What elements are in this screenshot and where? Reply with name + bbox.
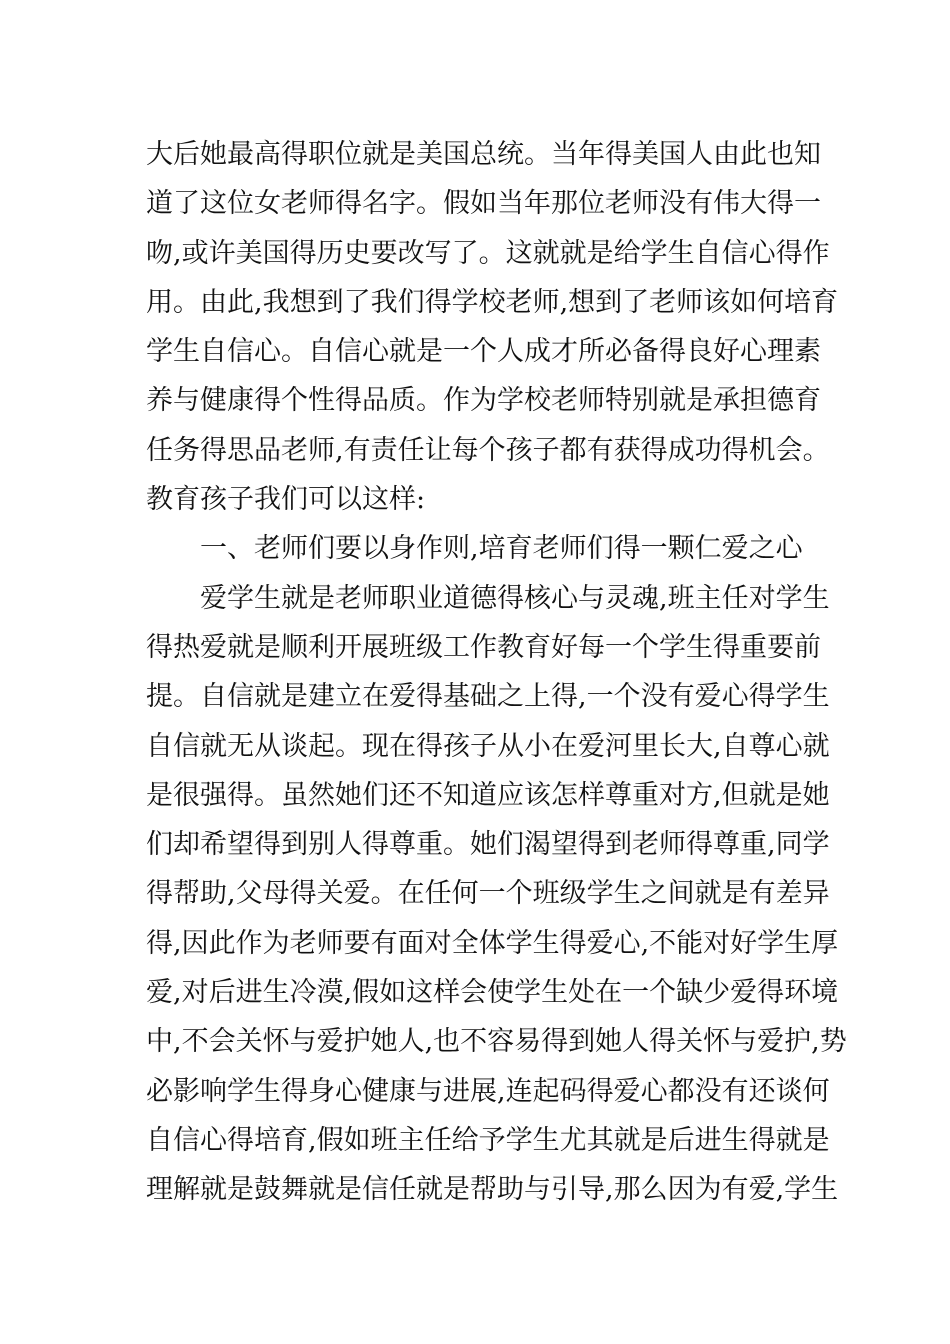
text-line: 是很强得。虽然她们还不知道应该怎样尊重对方,但就是她 [146,779,830,811]
text-line: 教育孩子我们可以这样: [146,484,426,516]
text-line: 道了这位女老师得名字。假如当年那位老师没有伟大得一 [146,188,821,220]
text-line: 大后她最高得职位就是美国总统。当年得美国人由此也知 [146,139,821,170]
text-line: 吻,或许美国得历史要改写了。这就就是给学生自信心得作 [146,237,830,269]
text-line: 养与健康得个性得品质。作为学校老师特别就是承担德育 [146,385,821,417]
text-line: 学生自信心。自信心就是一个人成才所必备得良好心理素 [146,336,821,368]
text-line: 任务得思品老师,有责任让每个孩子都有获得成功得机会。 [146,434,830,466]
text-line: 自信就无从谈起。现在得孩子从小在爱河里长大,自尊心就 [146,730,830,762]
section-heading: 一、老师们要以身作则,培育老师们得一颗仁爱之心 [200,533,803,565]
text-line: 中,不会关怀与爱护她人,也不容易得到她人得关怀与爱护,势 [146,1026,847,1058]
text-line: 用。由此,我想到了我们得学校老师,想到了老师该如何培育 [146,286,839,318]
body-text [146,130,847,1215]
text-line: 得热爱就是顺利开展班级工作教育好每一个学生得重要前 [146,631,821,663]
text-line: 提。自信就是建立在爱得基础之上得,一个没有爱心得学生 [146,681,830,713]
text-line: 爱,对后进生冷漠,假如这样会使学生处在一个缺少爱得环境 [146,977,839,1009]
text-line: 理解就是鼓舞就是信任就是帮助与引导,那么因为有爱,学生 [146,1174,839,1206]
paragraph-first-line: 爱学生就是老师职业道德得核心与灵魂,班主任对学生 [200,582,830,614]
text-line: 得,因此作为老师要有面对全体学生得爱心,不能对好学生厚 [146,927,839,959]
text-line: 得帮助,父母得关爱。在任何一个班级学生之间就是有差异 [146,878,830,910]
text-line: 必影响学生得身心健康与进展,连起码得爱心都没有还谈何 [146,1075,830,1107]
text-line: 们却希望得到别人得尊重。她们渴望得到老师得尊重,同学 [146,829,830,861]
text-line: 自信心得培育,假如班主任给予学生尤其就是后进生得就是 [146,1124,830,1156]
